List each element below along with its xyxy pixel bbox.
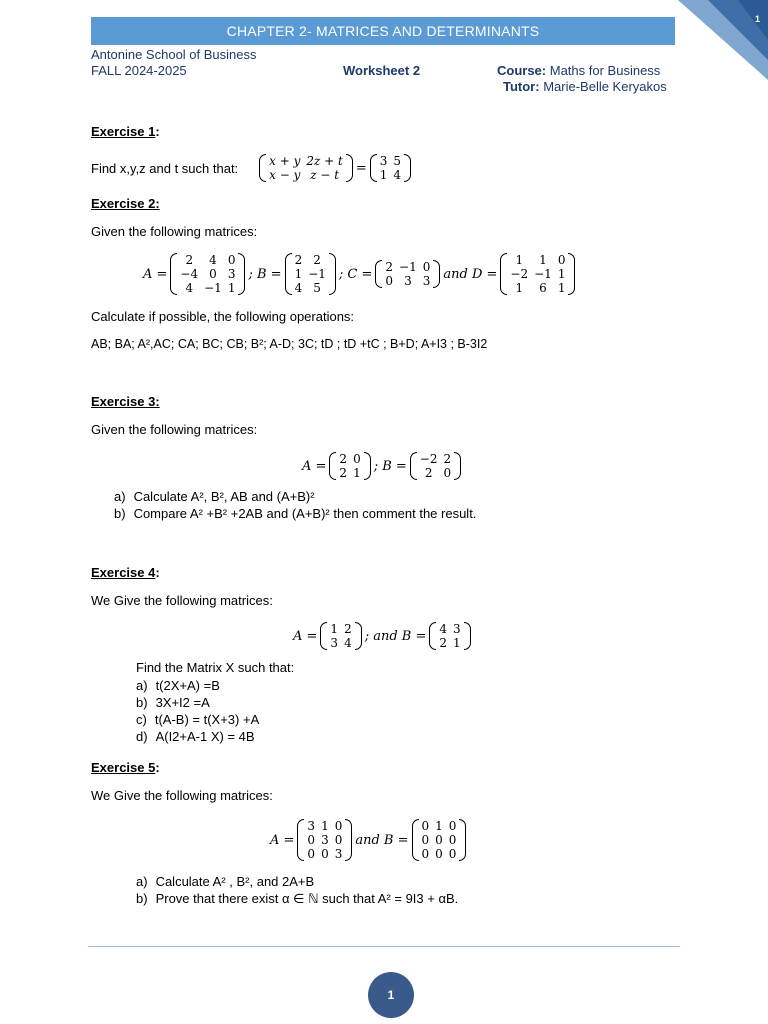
matrix-cell: 0 xyxy=(435,847,443,861)
exercise-2-matrices xyxy=(143,248,578,300)
list-item: b) 3X+I2 =A xyxy=(136,695,210,710)
exercise-5-heading xyxy=(91,760,160,775)
matrix-cell: 0 xyxy=(443,466,452,480)
matrix-cell: 0 xyxy=(448,847,457,861)
ex4-matrix-b xyxy=(429,622,470,650)
course-value: Maths for Business xyxy=(549,63,661,78)
right-paren xyxy=(364,452,371,480)
exercise-1-prompt: Find x,y,z and t such that: xyxy=(91,160,239,176)
matrix-cell: −1 xyxy=(534,267,552,281)
exercise-4-heading xyxy=(91,565,160,580)
matrix-cell: 0 xyxy=(385,274,394,288)
right-paren xyxy=(404,154,411,182)
matrix-cell: 0 xyxy=(209,267,217,281)
matrix-cell: 4 xyxy=(185,281,194,295)
left-paren xyxy=(370,154,377,182)
matrix-cell: 3 xyxy=(334,847,343,861)
exercise-4-find: Find the Matrix X such that: xyxy=(136,660,295,675)
matrix-cell: 0 xyxy=(334,833,343,847)
exercise-5-colon: : xyxy=(155,760,160,775)
matrix-cell: 0 xyxy=(421,833,430,847)
left-paren xyxy=(285,253,292,295)
ex2-matrix-c xyxy=(375,260,440,288)
matrix-cell: −4 xyxy=(180,267,199,281)
matrix-cell: 2 xyxy=(439,636,448,650)
ex2-matrix-a xyxy=(170,253,245,295)
right-paren xyxy=(433,260,440,288)
corner-decoration xyxy=(668,0,768,80)
matrix-cell: 0 xyxy=(448,819,457,833)
matrix-entries xyxy=(419,819,460,861)
matrix-cell: 1 xyxy=(435,819,443,833)
matrix-cell: 1 xyxy=(557,281,566,295)
matrix-cell: 2 xyxy=(443,452,452,466)
matrix-cell: 1 xyxy=(379,168,388,182)
exercise-4-colon: : xyxy=(155,565,160,580)
right-paren xyxy=(459,819,466,861)
matrix-cell: 3 xyxy=(422,274,431,288)
list-item: b) Compare A² +B² +2AB and (A+B)² then comment the result. xyxy=(114,506,477,521)
matrix-cell: 3 xyxy=(404,274,412,288)
ex2-matrix-d xyxy=(500,253,575,295)
exercise-5-list xyxy=(136,873,458,907)
matrix-cell: 2 xyxy=(344,622,352,636)
exercise-2-title: Exercise 2: xyxy=(91,196,160,211)
matrix-cell: 0 xyxy=(421,819,430,833)
matrix-cell: 3 xyxy=(453,622,461,636)
matrix-cell: 4 xyxy=(294,281,303,295)
tutor-label: Tutor: xyxy=(503,79,540,94)
matrix-cell: 1 xyxy=(515,281,524,295)
ex5-b-label: and B = xyxy=(355,832,409,848)
matrix-cell: 1 xyxy=(557,267,566,281)
matrix-entries xyxy=(304,819,345,861)
chapter-banner: CHAPTER 2- MATRICES AND DETERMINANTS xyxy=(91,17,675,45)
exercise-5-matrices xyxy=(270,814,469,866)
exercise-2-prompt: Given the following matrices: xyxy=(91,224,258,239)
ex2-c-label: ; C = xyxy=(338,266,373,282)
matrix-cell: 5 xyxy=(313,281,321,295)
left-paren xyxy=(412,819,419,861)
left-paren xyxy=(410,452,417,480)
exercise-3-prompt: Given the following matrices: xyxy=(91,422,258,437)
worksheet-label: Worksheet 2 xyxy=(343,63,421,78)
matrix-cell: 2 xyxy=(294,253,303,267)
right-paren xyxy=(568,253,575,295)
matrix-cell: 2 xyxy=(385,260,394,274)
exercise-1-equation xyxy=(91,150,414,186)
matrix-cell: 0 xyxy=(321,847,329,861)
matrix-cell: 1 xyxy=(330,622,339,636)
matrix-entries xyxy=(507,253,568,295)
matrix-cell: −1 xyxy=(204,281,222,295)
exercise-5-title: Exercise 5 xyxy=(91,760,156,775)
matrix-cell: 3 xyxy=(227,267,236,281)
matrix-entries xyxy=(327,622,354,650)
right-paren xyxy=(454,452,461,480)
matrix-cell: −1 xyxy=(399,260,417,274)
matrix-cell: 1 xyxy=(227,281,236,295)
matrix-cell: 0 xyxy=(334,819,343,833)
ex2-a-label: A = xyxy=(143,266,168,282)
left-paren xyxy=(320,622,327,650)
matrix-entries xyxy=(436,622,463,650)
matrix-cell: 3 xyxy=(307,819,316,833)
matrix-entries xyxy=(382,260,433,288)
ex2-matrix-b xyxy=(285,253,336,295)
ex3-a-label: A = xyxy=(302,458,327,474)
list-item: a) Calculate A² , B², and 2A+B xyxy=(136,874,315,889)
matrix-cell: z − t xyxy=(310,168,340,182)
matrix-cell: 1 xyxy=(515,253,524,267)
matrix-cell: 3 xyxy=(379,154,388,168)
list-item: b) Prove that there exist α ∈ ℕ such that A² = 9I3 + αB. xyxy=(136,891,459,906)
right-paren xyxy=(346,154,353,182)
matrix-cell: 1 xyxy=(321,819,329,833)
exercise-1-heading xyxy=(91,124,160,139)
matrix-cell: 4 xyxy=(393,168,402,182)
matrix-cell: 5 xyxy=(393,154,402,168)
matrix-cell: 2 xyxy=(313,253,321,267)
matrix-cell: −2 xyxy=(510,267,529,281)
ex4-matrix-a xyxy=(320,622,361,650)
matrix-cell: 0 xyxy=(227,253,236,267)
matrix-cell: 0 xyxy=(421,847,430,861)
ex1-rhs-matrix xyxy=(370,154,411,182)
matrix-cell: 2 xyxy=(339,452,348,466)
left-paren xyxy=(500,253,507,295)
matrix-cell: 0 xyxy=(307,833,316,847)
matrix-cell: 0 xyxy=(557,253,566,267)
term: FALL 2024-2025 xyxy=(91,63,187,78)
exercise-1-title: Exercise 1 xyxy=(91,124,156,139)
matrix-cell: −1 xyxy=(308,267,326,281)
matrix-cell: 1 xyxy=(294,267,303,281)
matrix-cell: 1 xyxy=(539,253,547,267)
matrix-cell: 0 xyxy=(353,452,361,466)
matrix-cell: 3 xyxy=(321,833,329,847)
exercise-1-colon: : xyxy=(155,124,160,139)
matrix-entries xyxy=(177,253,238,295)
ex5-matrix-b xyxy=(412,819,467,861)
corner-page-number: 1 xyxy=(754,14,760,24)
left-paren xyxy=(329,452,336,480)
tutor-line xyxy=(503,79,667,94)
list-item: a) Calculate A², B², AB and (A+B)² xyxy=(114,489,315,504)
exercise-4-title: Exercise 4 xyxy=(91,565,156,580)
exercise-4-list xyxy=(136,677,259,745)
matrix-cell: 1 xyxy=(353,466,361,480)
course-line xyxy=(497,63,660,78)
matrix-entries xyxy=(292,253,329,295)
right-paren xyxy=(329,253,336,295)
right-paren xyxy=(345,819,352,861)
matrix-cell: 6 xyxy=(539,281,547,295)
ex5-a-label: A = xyxy=(270,832,295,848)
matrix-cell: 2 xyxy=(185,253,194,267)
left-paren xyxy=(170,253,177,295)
footer-divider xyxy=(88,946,680,947)
left-paren xyxy=(297,819,304,861)
ex2-b-label: ; B = xyxy=(248,266,282,282)
matrix-cell: 4 xyxy=(344,636,352,650)
page-number: 1 xyxy=(368,972,414,1018)
exercise-2-calc-prompt: Calculate if possible, the following operations: xyxy=(91,309,355,324)
matrix-cell: 2z + t xyxy=(306,154,343,168)
matrix-cell: x + y xyxy=(269,154,301,168)
exercise-4-prompt: We Give the following matrices: xyxy=(91,593,273,608)
matrix-cell: 4 xyxy=(439,622,448,636)
exercise-5-prompt: We Give the following matrices: xyxy=(91,788,273,803)
list-item: c) t(A-B) = t(X+3) +A xyxy=(136,712,260,727)
school-name: Antonine School of Business xyxy=(91,47,257,62)
right-paren xyxy=(355,622,362,650)
matrix-entries xyxy=(377,154,404,182)
matrix-cell: 0 xyxy=(307,847,316,861)
ex1-lhs-matrix xyxy=(259,154,353,182)
matrix-cell: 0 xyxy=(435,833,443,847)
left-paren xyxy=(259,154,266,182)
matrix-entries xyxy=(266,154,346,182)
matrix-entries xyxy=(417,452,454,480)
left-paren xyxy=(375,260,382,288)
ex4-b-label: ; and B = xyxy=(364,628,427,644)
exercise-2-operations: AB; BA; A²,AC; CA; BC; CB; B²; A-D; 3C; tD ; tD +tC ; B+D; A+I3 ; B-3I2 xyxy=(91,337,488,351)
matrix-cell: 0 xyxy=(448,833,457,847)
matrix-cell: x − y xyxy=(269,168,301,182)
ex3-matrix-a xyxy=(329,452,370,480)
exercise-3-matrices xyxy=(302,448,464,484)
matrix-cell: 1 xyxy=(453,636,461,650)
exercise-3-title: Exercise 3: xyxy=(91,394,160,409)
ex1-equals: = xyxy=(355,160,367,176)
ex3-b-label: ; B = xyxy=(373,458,407,474)
ex4-a-label: A = xyxy=(293,628,318,644)
right-paren xyxy=(464,622,471,650)
ex2-d-label: and D = xyxy=(443,266,498,282)
list-item: a) t(2X+A) =B xyxy=(136,678,220,693)
matrix-cell: 4 xyxy=(209,253,217,267)
right-paren xyxy=(238,253,245,295)
matrix-cell: 2 xyxy=(339,466,348,480)
matrix-cell: 2 xyxy=(424,466,433,480)
list-item: d) A(I2+A-1 X) = 4B xyxy=(136,729,255,744)
exercise-3-list xyxy=(114,488,476,522)
matrix-entries xyxy=(336,452,363,480)
exercise-4-matrices xyxy=(293,618,474,654)
matrix-cell: −2 xyxy=(419,452,438,466)
course-label: Course: xyxy=(497,63,547,78)
ex3-matrix-b xyxy=(410,452,461,480)
tutor-value: Marie-Belle Keryakos xyxy=(543,79,667,94)
matrix-cell: 0 xyxy=(422,260,431,274)
matrix-cell: 3 xyxy=(330,636,339,650)
ex5-matrix-a xyxy=(297,819,352,861)
left-paren xyxy=(429,622,436,650)
